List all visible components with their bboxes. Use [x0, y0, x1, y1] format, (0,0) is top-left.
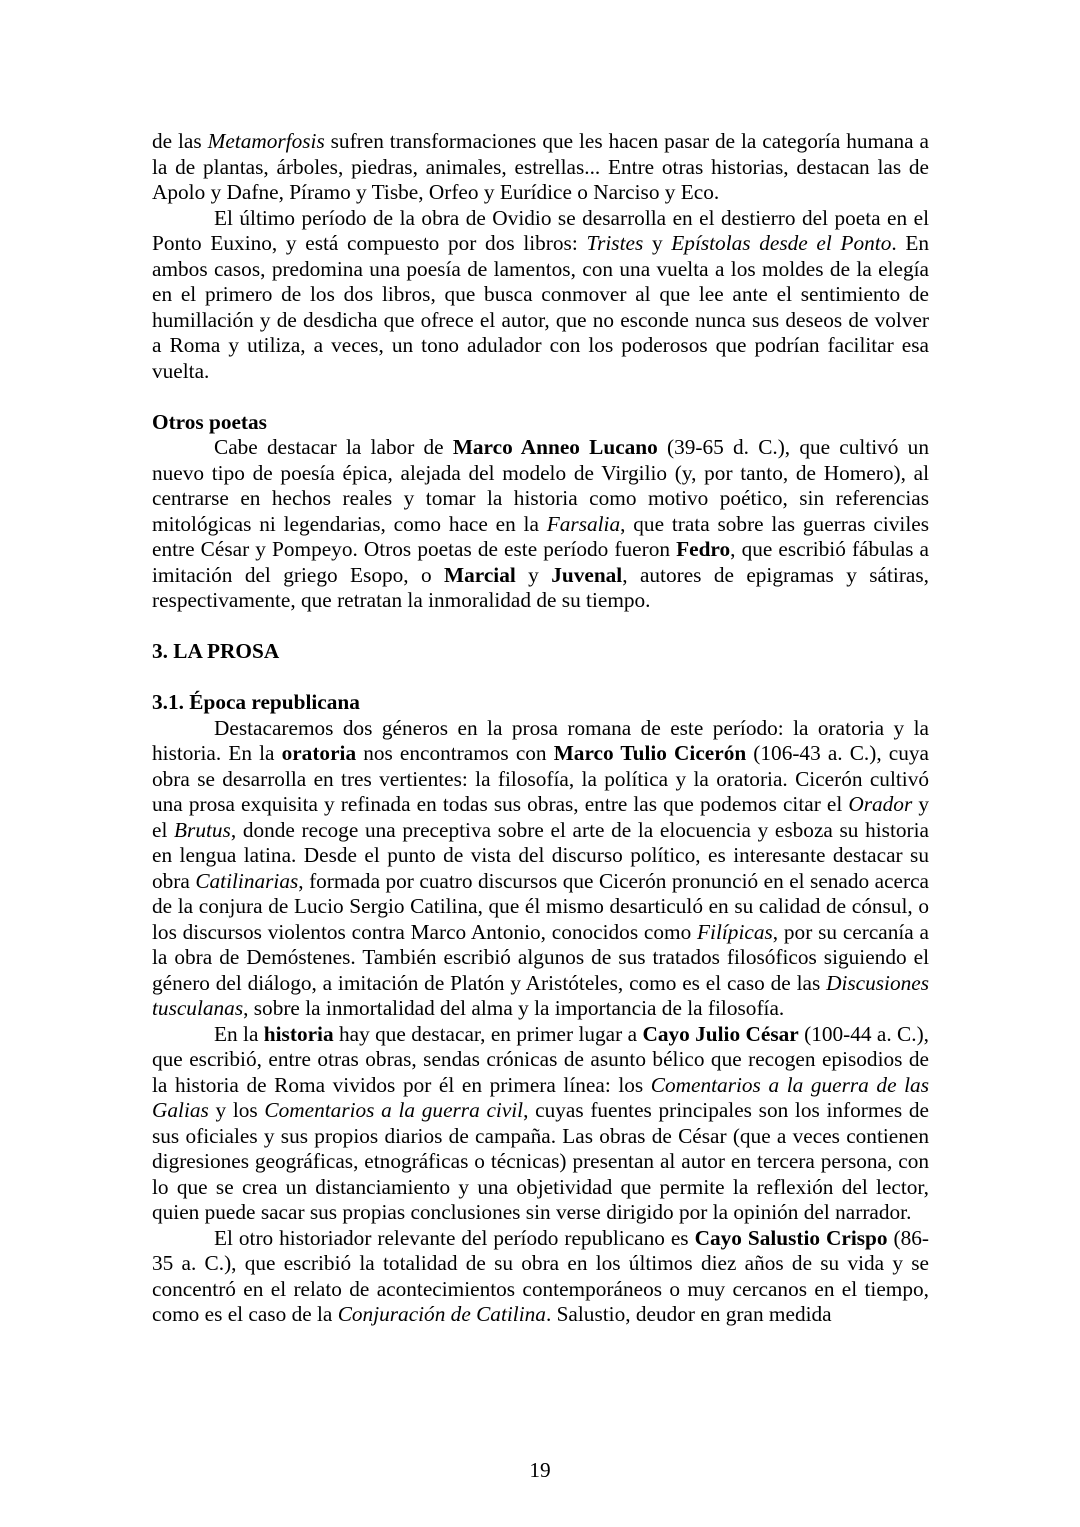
text-run: , donde recoge una preceptiva sobre el arte de la elocuencia y esboza su historia en lengua latina. Desde el punto de vista del discurso político, es interesante destacar su obra: [152, 817, 929, 893]
text-run: , formada por cuatro discursos que Cicerón pronunció en el senado acerca de la conjura de Lucio Sergio Catilina, que él mismo desarticuló en su calidad de cónsul, o los discursos violentos contra Marco Antonio, conocidos como: [152, 868, 929, 944]
bold-term: Marcial: [444, 562, 516, 587]
text-run: . Salustio, deudor en gran medida: [545, 1302, 832, 1326]
text-run: . En ambos casos, predomina una poesía de lamentos, con una vuelta a los moldes de la elegía en el primero de los dos libros, que busca conmover al que lee ante el sentimiento de humillación y de desdicha que ofrece el autor, que no esconde nunca sus deseos de volver a Roma y utiliza, a veces, un tono adulador con los poderosos que podrían facilitar esa vuelta.: [152, 231, 930, 383]
text-run: , que escribió fábulas a imitación del griego Esopo, o: [152, 537, 929, 587]
italic-title: Orador: [848, 792, 913, 816]
bold-term: Cayo Salustio Crispo: [694, 1225, 888, 1250]
italic-title: Metamorfosis: [207, 129, 325, 153]
paragraph: [152, 206, 929, 385]
paragraph: [152, 435, 929, 614]
text-run: (39-65 d. C.), que cultivó un nuevo tipo de poesía épica, alejada del modelo de Virgilio (y, por tanto, de Homero), al centrarse en hechos reales y tomar la historia como motivo poético, sin referencias mitológicas ni legendarias, como hace en la: [152, 435, 929, 536]
text-run: , sobre la inmortalidad del alma y la importancia de la filosofía.: [243, 996, 785, 1020]
text-run: nos encontramos con: [356, 741, 554, 765]
document-body: [152, 129, 929, 1328]
text-run: (86-35 a. C.), que escribió la totalidad de su obra en los últimos diez años de su vida y se concentró en el relato de acontecimientos contemporáneos o muy cercanos en el tiempo, como es el caso de la: [152, 1225, 929, 1326]
text-run: sufren transformaciones que les hacen pasar de la categoría humana a la de plantas, árboles, piedras, animales, estrellas... Entre otras historias, destacan las de Apolo y Dafne, Píramo y Tisbe, Orfeo y Eurídice o Narciso y Eco.: [152, 129, 929, 204]
text-run: de las: [152, 129, 208, 153]
section-heading: [152, 410, 929, 436]
text-run: , autores de epigramas y sátiras, respectivamente, que retratan la inmoralidad de su tiempo.: [152, 562, 929, 612]
italic-title: Catilinarias: [195, 868, 299, 893]
paragraph: [152, 1022, 929, 1226]
italic-title: Tristes: [586, 231, 644, 255]
bold-term: oratoria: [281, 741, 357, 765]
bold-term: Marco Tulio Cicerón: [553, 741, 747, 765]
italic-title: Conjuración de Catilina: [337, 1302, 546, 1326]
paragraph: [152, 1226, 929, 1328]
heading-text: 3.1. Época republicana: [152, 690, 360, 714]
page-number: 19: [529, 1458, 551, 1482]
heading-text: Otros poetas: [152, 409, 267, 434]
paragraph: [152, 129, 929, 206]
bold-term: Cayo Julio César: [642, 1021, 799, 1046]
text-run: Cabe destacar la labor de: [214, 435, 453, 459]
text-run: , cuyas fuentes principales son los informes de sus oficiales y sus propios diarios de campaña. Las obras de César (que a veces contienen digresiones geográficas, etnográficas o técnicas) presentan al autor en tercera persona, con lo que se crea un distanciamiento y una objetividad que permite la reflexión del lector, quien puede sacar sus propias conclusiones sin verse dirigido por la opinión del narrador.: [152, 1098, 929, 1224]
text-run: (106-43 a. C.), cuya obra se desarrolla en tres vertientes: la filosofía, la política y la oratoria. Cicerón cultivó una prosa exquisita y refinada en todas sus obras, entre las que podemos citar el: [152, 741, 929, 816]
text-run: , por su cercanía a la obra de Demóstenes. También escribió algunos de sus tratados filosóficos siguiendo el género del diálogo, a imitación de Platón y Aristóteles, como es el caso de las: [152, 919, 929, 995]
text-run: El otro historiador relevante del período republicano es: [214, 1225, 695, 1250]
italic-title: Filípicas: [697, 919, 773, 944]
bold-term: Marco Anneo Lucano: [452, 435, 658, 459]
text-run: , que trata sobre las guerras civiles entre César y Pompeyo. Otros poetas de este período fueron: [152, 511, 929, 561]
bold-term: Juvenal: [551, 562, 623, 587]
italic-title: Comentarios a la guerra civil: [264, 1098, 524, 1122]
italic-title: Brutus: [174, 817, 231, 842]
heading-text: 3. LA PROSA: [152, 639, 280, 663]
section-heading: [152, 639, 929, 665]
italic-title: Epístolas desde el Ponto: [671, 231, 892, 255]
section-heading: [152, 690, 929, 716]
bold-term: historia: [263, 1021, 334, 1046]
text-run: Destacaremos dos géneros en la prosa romana de este período: la oratoria y la historia. En la: [152, 715, 929, 765]
text-run: El último período de la obra de Ovidio se desarrolla en el destierro del poeta en el Ponto Euxino, y está compuesto por dos libros:: [152, 205, 929, 255]
text-run: (100-44 a. C.), que escribió, entre otras obras, sendas crónicas de asunto bélico que recogen episodios de la historia de Roma vividos por él en primera línea: los: [152, 1021, 929, 1097]
text-run: hay que destacar, en primer lugar a: [333, 1021, 643, 1046]
italic-title: Discusiones tusculanas: [152, 970, 929, 1020]
text-run: En la: [214, 1021, 264, 1046]
italic-title: Comentarios a la guerra de las Galias: [152, 1072, 929, 1122]
text-run: y: [643, 231, 672, 255]
paragraph: [152, 716, 929, 1022]
bold-term: Fedro: [676, 537, 731, 561]
text-run: y los: [208, 1098, 265, 1122]
text-run: y: [515, 562, 552, 587]
italic-title: Farsalia: [546, 511, 621, 536]
text-run: y el: [152, 792, 929, 842]
